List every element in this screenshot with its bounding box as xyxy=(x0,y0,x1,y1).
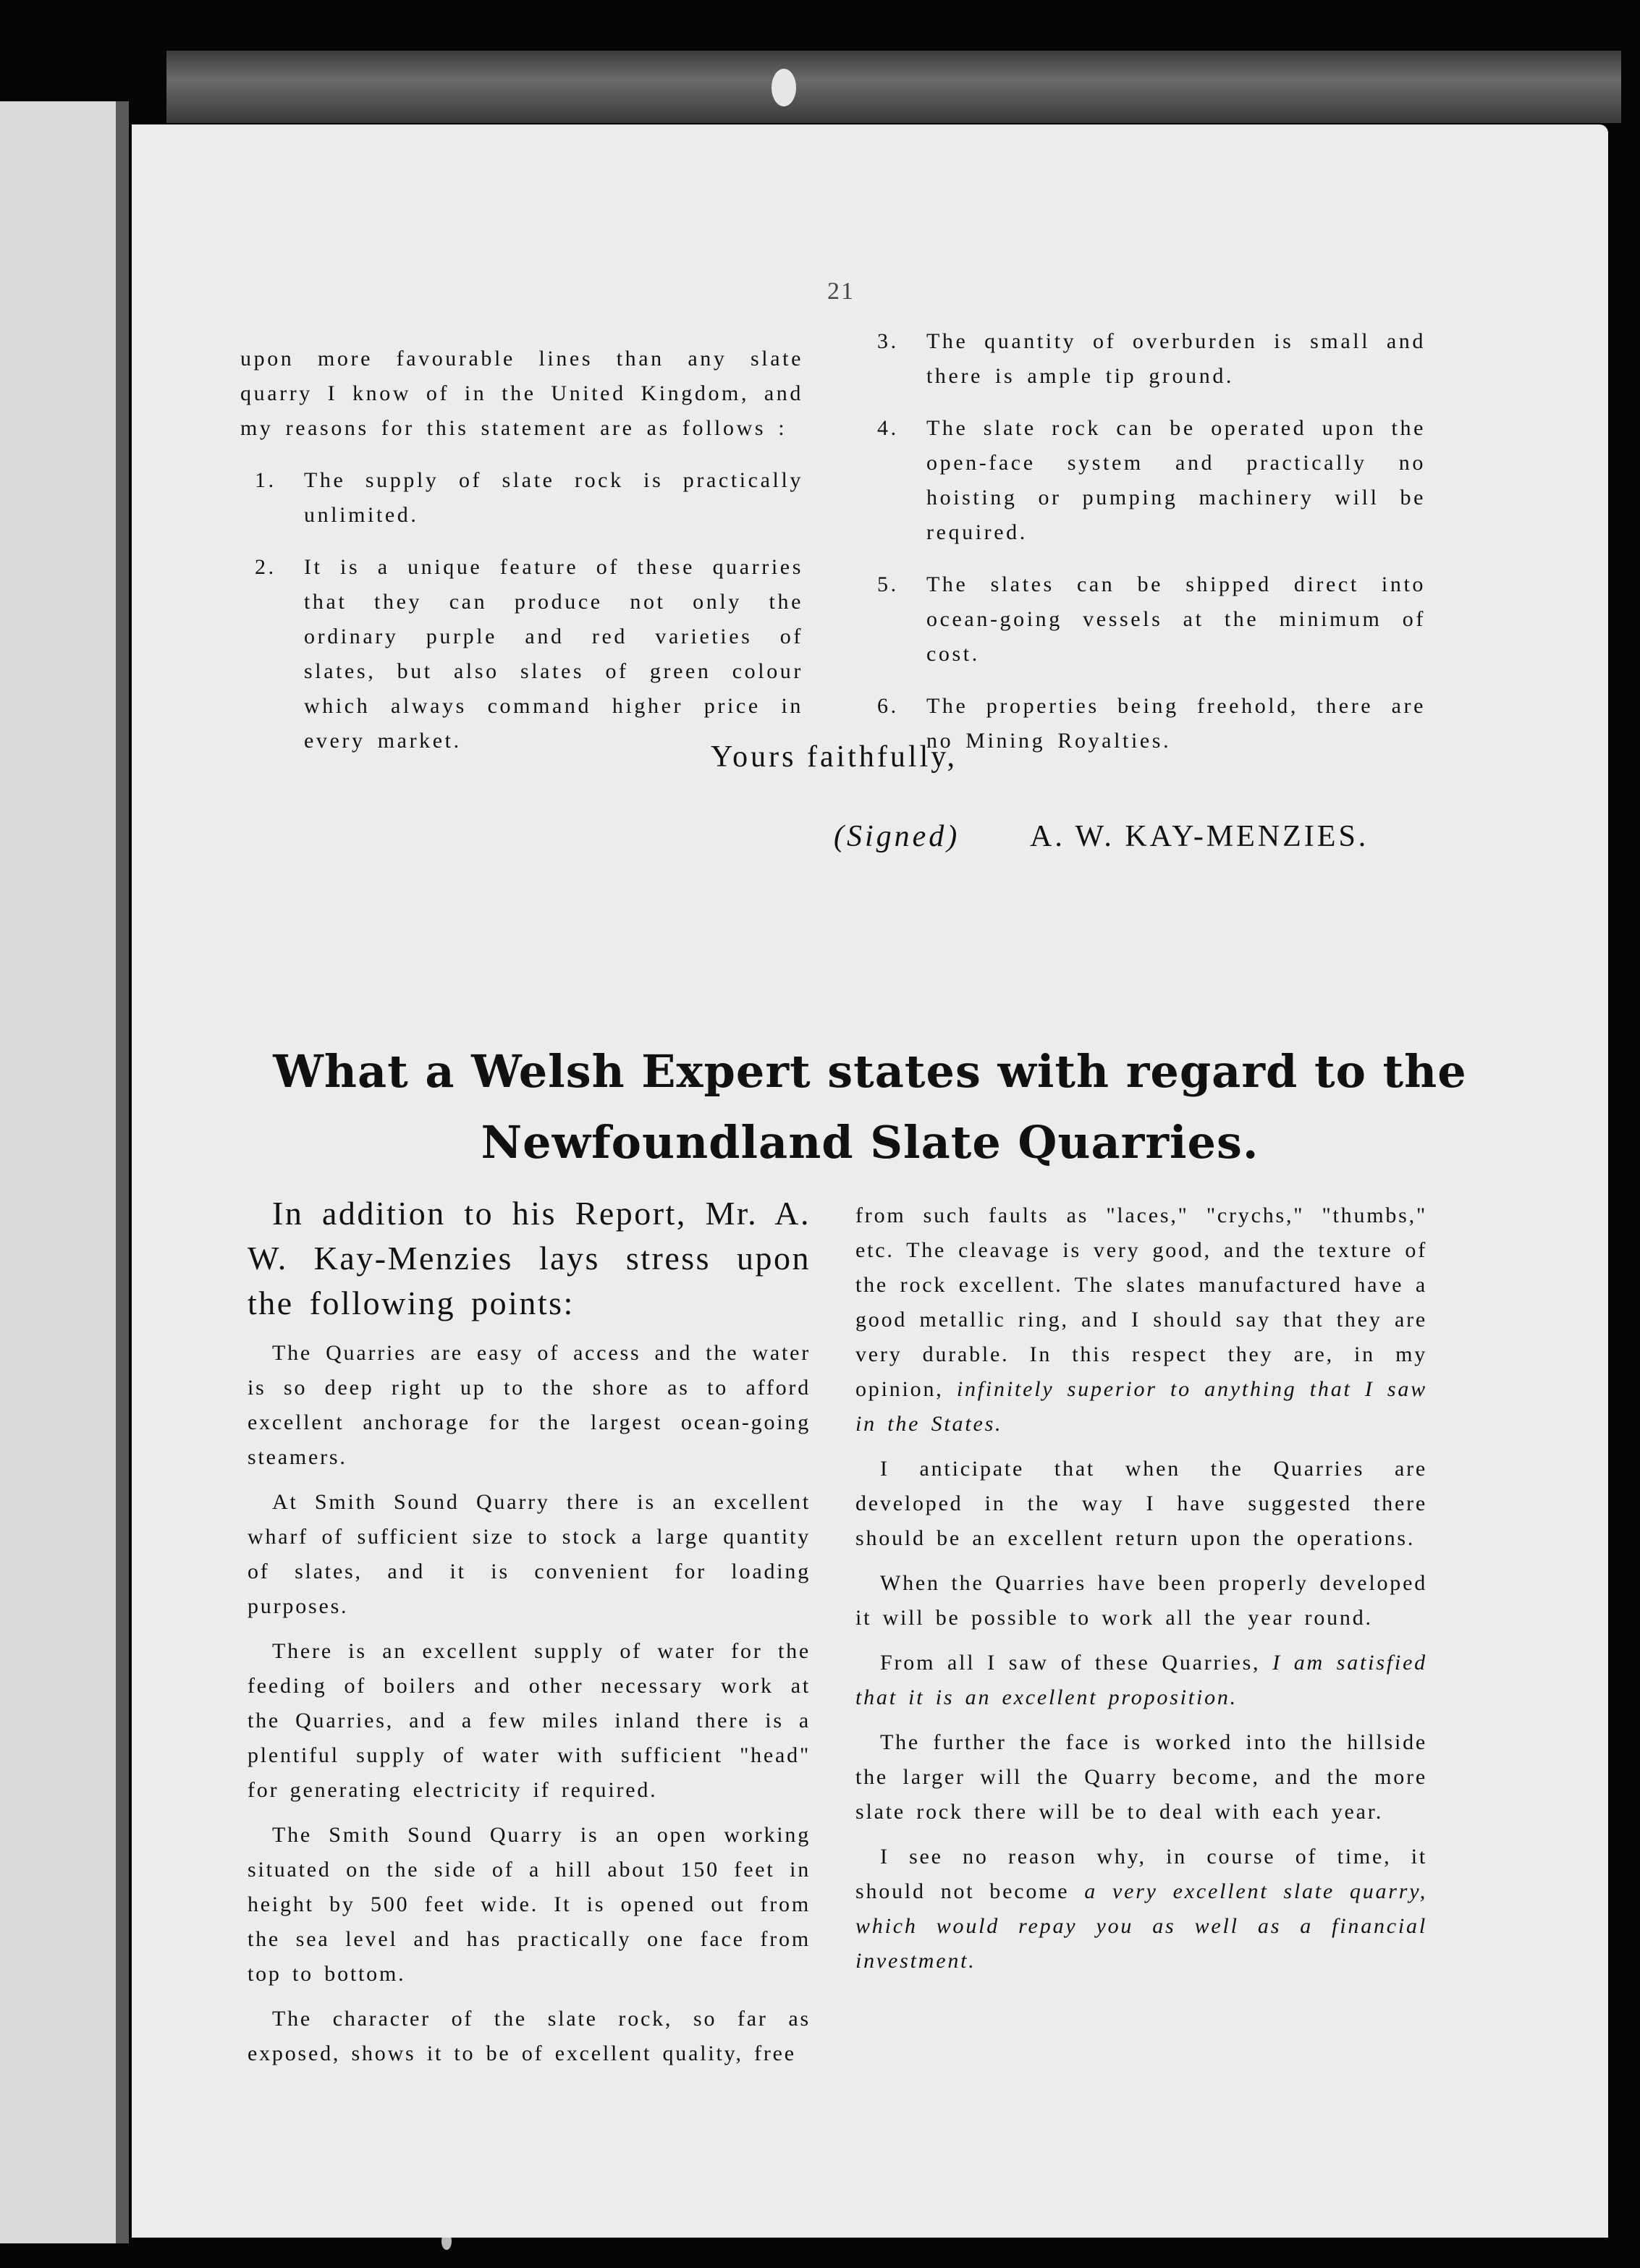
letter-intro: upon more favourable lines than any slate quarry I know of in the United Kingdom, and my reasons for this statement are as follows : xyxy=(240,347,803,440)
article-paragraph: The Smith Sound Quarry is an open working situated on the side of a hill about 150 feet in height by 500 feet wide. It is opened out from the sea level and has practically one face from top to bottom. xyxy=(248,1823,811,1986)
article-paragraph: When the Quarries have been properly developed it will be possible to work all the year round. xyxy=(855,1571,1427,1630)
letter-point-3 xyxy=(863,324,1426,394)
article-paragraph xyxy=(855,1840,1427,1979)
point-number: 3. xyxy=(877,329,899,353)
point-number: 4. xyxy=(877,416,899,440)
letter-point-1 xyxy=(240,463,803,533)
headline-line-1: What a Welsh Expert states with regard to the xyxy=(273,1045,1467,1098)
page-number: 21 xyxy=(827,278,855,305)
article-paragraph: I anticipate that when the Quarries are developed in the way I have suggested there should be an excellent return upon the operations. xyxy=(855,1457,1427,1550)
document-page xyxy=(132,124,1608,2238)
letter-point-5 xyxy=(863,567,1426,672)
point-text: The properties being freehold, there are no Mining Royalties. xyxy=(926,694,1426,753)
point-text: The supply of slate rock is practically unlimited. xyxy=(304,468,803,527)
point-text: The slates can be shipped direct into ocean-going vessels at the minimum of cost. xyxy=(926,572,1426,666)
article-lead: In addition to his Report, Mr. A. W. Kay-Menzies lays stress upon the following points: xyxy=(248,1195,811,1321)
article-right-column xyxy=(855,1198,1427,1989)
emphasis-text: I am satisfied that it is an excellent proposition. xyxy=(855,1651,1427,1709)
article-headline xyxy=(240,1036,1500,1178)
article-paragraph: The further the face is worked into the hillside the larger will the Quarry become, and the more slate rock there will be to deal with each year. xyxy=(855,1730,1427,1824)
letter-left-column xyxy=(240,342,803,758)
letter-signature-block xyxy=(834,819,1369,854)
point-text: The quantity of overburden is small and there is ample tip ground. xyxy=(926,329,1426,388)
article-paragraph xyxy=(855,1198,1427,1442)
article-left-column xyxy=(248,1191,811,2081)
signed-label: (Signed) xyxy=(834,820,960,853)
article-paragraph xyxy=(855,1646,1427,1715)
previous-page-edge xyxy=(0,101,129,2243)
point-number: 1. xyxy=(255,468,276,492)
article-paragraph: The Quarries are easy of access and the water is so deep right up to the shore as to afford excellent anchorage for the largest ocean-going steamers. xyxy=(248,1341,811,1469)
scan-top-edge xyxy=(166,51,1621,123)
signature-name: A. W. KAY-MENZIES. xyxy=(1029,820,1369,853)
point-number: 2. xyxy=(255,555,276,579)
letter-right-column xyxy=(863,324,1426,758)
letter-point-4 xyxy=(863,411,1426,550)
scan-speck xyxy=(772,69,796,106)
paragraph-text: from such faults as "laces," "crychs," "thumbs," etc. The cleavage is very good, and the texture of the rock excellent. The slates manufactured have a good metallic ring, and I should say that they are very durable. In this respect they are, in my opinion, xyxy=(855,1203,1427,1401)
article-paragraph: At Smith Sound Quarry there is an excellent wharf of sufficient size to stock a large quantity of slates, and it is convenient for loading purposes. xyxy=(248,1490,811,1618)
article-paragraph: The character of the slate rock, so far as exposed, shows it to be of excellent quality, free xyxy=(248,2007,811,2065)
point-number: 5. xyxy=(877,572,899,596)
emphasis-text: a very excellent slate quarry, which would repay you as well as a financial investment. xyxy=(855,1879,1427,1973)
letter-closing: Yours faithfully, xyxy=(711,740,958,774)
headline-line-2: Newfoundland Slate Quarries. xyxy=(481,1116,1259,1169)
paragraph-text: From all I saw of these Quarries, xyxy=(880,1651,1261,1675)
letter-point-2 xyxy=(240,550,803,758)
paragraph-text: I see no reason why, in course of time, it should not become xyxy=(855,1845,1427,1903)
point-text: The slate rock can be operated upon the open-face system and practically no hoisting or pumping machinery will be required. xyxy=(926,416,1426,544)
point-number: 6. xyxy=(877,694,899,718)
emphasis-text: infinitely superior to anything that I saw in the States. xyxy=(855,1377,1427,1436)
article-paragraph: There is an excellent supply of water for the feeding of boilers and other necessary work at the Quarries, and a few miles inland there is a plentiful supply of water with sufficient "head" for generating electricity if required. xyxy=(248,1639,811,1802)
point-text: It is a unique feature of these quarries that they can produce not only the ordinary purple and red varieties of slates, but also slates of green colour which always command higher price in every market. xyxy=(304,555,803,753)
